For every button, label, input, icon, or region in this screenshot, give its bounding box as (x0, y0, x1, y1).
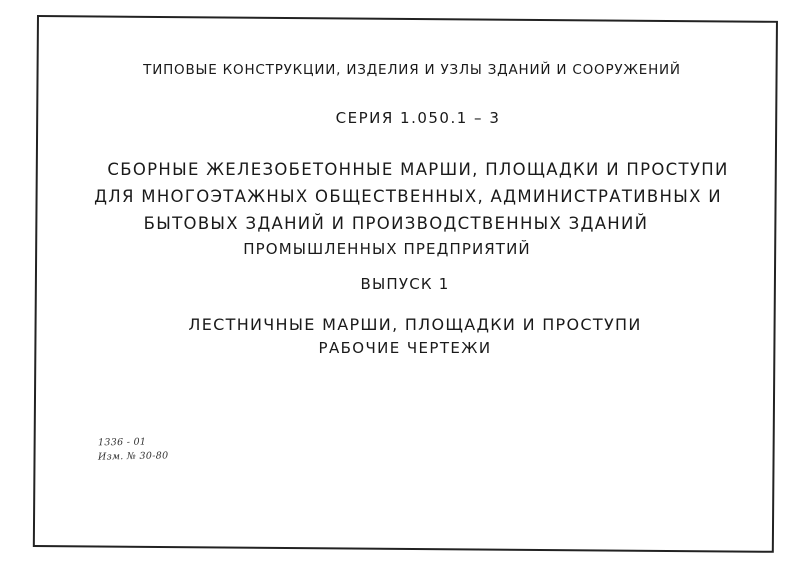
subtitle-line-1: ЛЕСТНИЧНЫЕ МАРШИ, ПЛОЩАДКИ И ПРОСТУПИ (188, 315, 642, 334)
subtitle-line-2: РАБОЧИЕ ЧЕРТЕЖИ (318, 339, 492, 357)
series-number: СЕРИЯ 1.050.1 – 3 (335, 109, 501, 127)
issue-number: ВЫПУСК 1 (360, 275, 450, 293)
series-category-header: ТИПОВЫЕ КОНСТРУКЦИИ, ИЗДЕЛИЯ И УЗЛЫ ЗДАНИЙ И СООРУЖЕНИЙ (143, 62, 681, 78)
title-line-2: ДЛЯ МНОГОЭТАЖНЫХ ОБЩЕСТВЕННЫХ, АДМИНИСТРАТИВНЫХ И (94, 187, 722, 206)
stamp-line-2: Изм. № 30-80 (97, 450, 169, 463)
title-line-3: БЫТОВЫХ ЗДАНИЙ И ПРОИЗВОДСТВЕННЫХ ЗДАНИЙ (143, 214, 649, 233)
title-line-1: СБОРНЫЕ ЖЕЛЕЗОБЕТОННЫЕ МАРШИ, ПЛОЩАДКИ И ПРОСТУПИ (107, 160, 729, 179)
title-line-4: ПРОМЫШЛЕННЫХ ПРЕДПРИЯТИЙ (243, 240, 531, 258)
stamp-line-1: 1336 - 01 (97, 436, 147, 449)
